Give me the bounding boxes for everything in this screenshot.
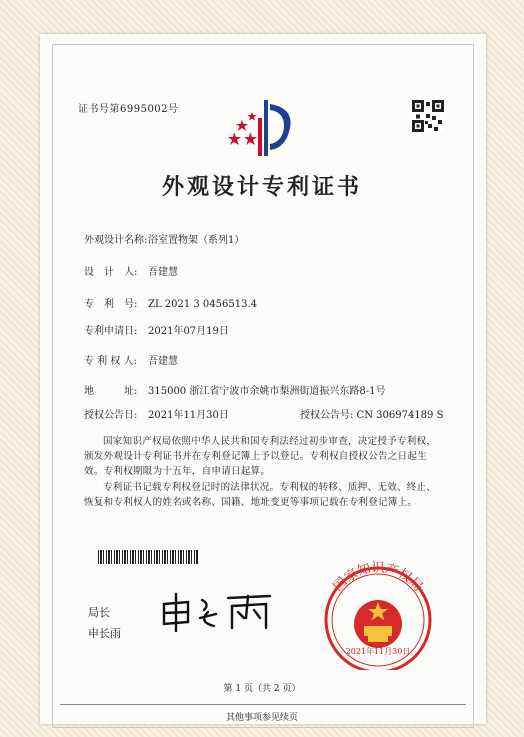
paragraph-legal-status: 专利证书记载专利权登记时的法律状况。专利权的转移、质押、无效、终止、恢复和专利权人的姓名或名称、国籍、地址变更等事项记载在专利登记簿上。 [84,482,437,508]
paragraph-grant: 国家知识产权局依照中华人民共和国专利法经过初步审查，决定授予专利权，颁发外观设计专利证书并在专利登记簿上予以登记。专利权自授权公告之日起生效。专利权期限为十五年，自申请日起算。 [84,436,437,477]
field-label: 专利申请日: [84,326,138,337]
field-designer [84,263,178,278]
svg-text:国家知识产权局 [331,560,426,594]
director-name: 申长雨 [88,627,121,640]
seal-text: 国家知识产权局 [330,561,426,595]
field-label: 授权公告日: [84,410,138,421]
seal-date: 2021年11月30日 [345,647,411,656]
field-value: 2021年07月19日 [148,326,229,337]
field-value: 吾建慧 [148,267,178,278]
qr-code-icon [412,100,444,132]
field-label: 专 利 权 人: [84,356,137,367]
field-address [84,382,385,397]
field-value: 315000 浙江省宁波市余姚市梨洲街道振兴东路8-1号 [148,386,386,397]
page-number: 第 1 页（共 2 页） [223,684,301,694]
field-patent-number [84,295,257,310]
field-value: 浴室置物架（系列1） [148,235,245,246]
field-label: 外观设计名称: [84,235,148,246]
director-title: 局长 [88,606,110,619]
field-value: 2021年11月30日 [148,410,229,421]
director-signature-icon [158,592,278,632]
barcode-icon [98,550,198,564]
field-label: 设 计 人: [84,267,138,278]
field-announcement-date [84,406,229,421]
field-value: 吾建慧 [148,356,178,367]
field-patentee [84,352,178,367]
certificate-number: 证书号第6995002号 [78,104,179,115]
footer-note: 其他事项参见续页 [225,713,298,723]
footer-divider [60,704,466,705]
certificate-title: 外观设计专利证书 [161,174,362,200]
field-label: 地 址: [84,386,138,397]
field-label: 专 利 号: [84,299,138,310]
announcement-number: 授权公告号: CN 306974189 S [300,410,444,421]
field-value: ZL 2021 3 0456513.4 [148,299,258,310]
field-design-name [84,231,244,246]
field-application-date [84,322,229,337]
patent-logo-icon [228,98,294,158]
